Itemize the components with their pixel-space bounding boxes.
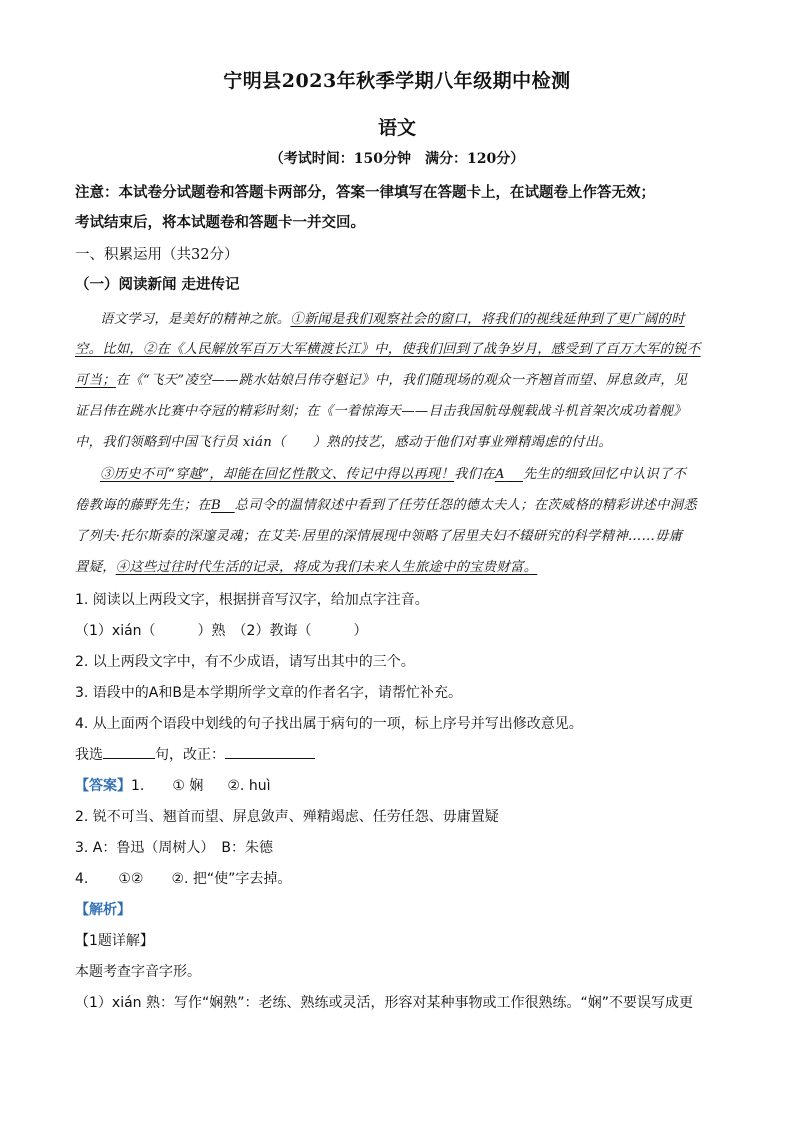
underlined-sentence-2: 可当； — [75, 373, 116, 388]
exam-info: （考试时间：150分钟 满分：120分） — [269, 151, 525, 167]
passage-text: 我们在 — [454, 467, 495, 482]
fill-label: 句，改正： — [155, 747, 225, 763]
passage-text: 倦教诲的藤野先生；在 — [75, 498, 211, 513]
blank-b-line — [221, 498, 235, 513]
underlined-sentence-4: ④这些过往时代生活的记录，将成为我们未来人生旅途中的宝贵财富。 — [115, 560, 538, 575]
underlined-sentence-3: ③历史不可“穿越”，却能在回忆性散文、传记中得以再现！ — [100, 467, 455, 482]
passage-text: 在《“飞天”凌空——跳水姑娘吕伟夺魁记》中，我们随现场的观众一齐翘首而望、屏息敛声，见 — [115, 373, 688, 388]
analysis-tag — [75, 899, 131, 919]
passage-line — [75, 338, 700, 357]
question-2: 2. 以上两段文字中，有不少成语，请写出其中的三个。 — [75, 654, 415, 670]
passage-line — [75, 369, 687, 388]
answer-blank[interactable] — [103, 744, 155, 759]
blank-a-line — [505, 467, 523, 482]
answer-3: 3. A：鲁迅（周树人） B：朱德 — [75, 840, 273, 856]
question-3: 3. 语段中的A和B是本学期所学文章的作者名字，请帮忙补充。 — [75, 685, 462, 701]
answer-value: ①② — [118, 871, 144, 887]
subsection-heading: （一）阅读新闻 走进传记 — [75, 276, 240, 293]
passage-text: 先生的细致回忆中认识了不 — [522, 467, 687, 482]
answer-2: 2. 锐不可当、翘首而望、屏息敛声、殚精竭虑、任劳任怨、毋庸置疑 — [75, 809, 499, 825]
passage-line — [75, 556, 537, 575]
answer-blank[interactable] — [225, 744, 315, 759]
answer-value: ②. 把“使”字去掉。 — [171, 871, 292, 887]
answer-4 — [75, 868, 291, 888]
page-title: 宁明县2023年秋季学期八年级期中检测 — [223, 70, 571, 92]
notice-line-1: 注意：本试卷分试题卷和答题卡两部分，答案一律填写在答题卡上，在试题卷上作答无效； — [75, 184, 655, 201]
passage-line: 了列夫·托尔斯泰的深邃灵魂；在艾芙·居里的深情展现中领略了居里夫妇不辍研究的科学精神……毋庸 — [75, 529, 683, 544]
question-1-sub: （1）xián（ ）熟 （2）教诲（ ） — [75, 623, 368, 639]
analysis-label: 【解析】 — [75, 902, 131, 918]
passage-line: 中，我们领略到中国飞行员 xián（ ）熟的技艺，感动于他们对事业殚精竭虑的付出。 — [75, 435, 613, 450]
question-4-fill — [75, 744, 315, 764]
subject-title: 语文 — [377, 117, 416, 139]
passage-text: 置疑， — [75, 560, 116, 575]
answer-part: ① — [172, 778, 185, 794]
underlined-sentence-1: ①新闻是我们观察社会的窗口，将我们的视线延伸到了更广阔的时 — [290, 312, 685, 327]
fill-label: 我选 — [75, 747, 103, 763]
passage-line — [75, 494, 697, 513]
analysis-line: 本题考查字音字形。 — [75, 964, 201, 980]
question-1: 1. 阅读以上两段文字，根据拼音写汉字，给加点字注音。 — [75, 592, 429, 608]
answer-1 — [75, 775, 270, 795]
passage-line — [100, 463, 686, 482]
answer-tag: 【答案】 — [75, 778, 131, 794]
answer-number: 4. — [75, 871, 89, 887]
section-heading: 一、积累运用（共32分） — [75, 247, 239, 263]
passage-line — [100, 308, 685, 327]
underlined-sentence-2: ②在《人民解放军百万大军横渡长江》中，使我们回到了战争岁月，感受到了百万大军的锐不 — [142, 342, 701, 357]
answer-number: 1. — [131, 778, 145, 794]
underlined-sentence-1: 空。比如， — [75, 342, 143, 357]
question-4: 4. 从上面两个语段中划线的句子找出属于病句的一项，标上序号并写出修改意见。 — [75, 716, 583, 732]
answer-value: huì — [248, 778, 271, 794]
passage-text: 总司令的温情叙述中看到了任劳任怨的德太夫人；在茨威格的精彩讲述中洞悉 — [234, 498, 697, 513]
blank-b: B — [210, 498, 222, 513]
blank-a: A — [494, 467, 505, 482]
answer-value: 娴 — [189, 778, 204, 794]
analysis-line: （1）xián 熟：写作“娴熟”：老练、熟练或灵活，形容对某种事物或工作很熟练。“娴”不要误写成更 — [75, 995, 693, 1011]
passage-text: 语文学习，是美好的精神之旅。 — [100, 312, 291, 327]
notice-line-2: 考试结束后，将本试题卷和答题卡一并交回。 — [75, 214, 365, 231]
detail-heading: 【1题详解】 — [75, 933, 154, 949]
passage-line: 证吕伟在跳水比赛中夺冠的精彩时刻；在《一着惊海天——目击我国航母舰载战斗机首架次成功着舰》 — [75, 404, 687, 419]
answer-part: ②. — [227, 778, 245, 794]
